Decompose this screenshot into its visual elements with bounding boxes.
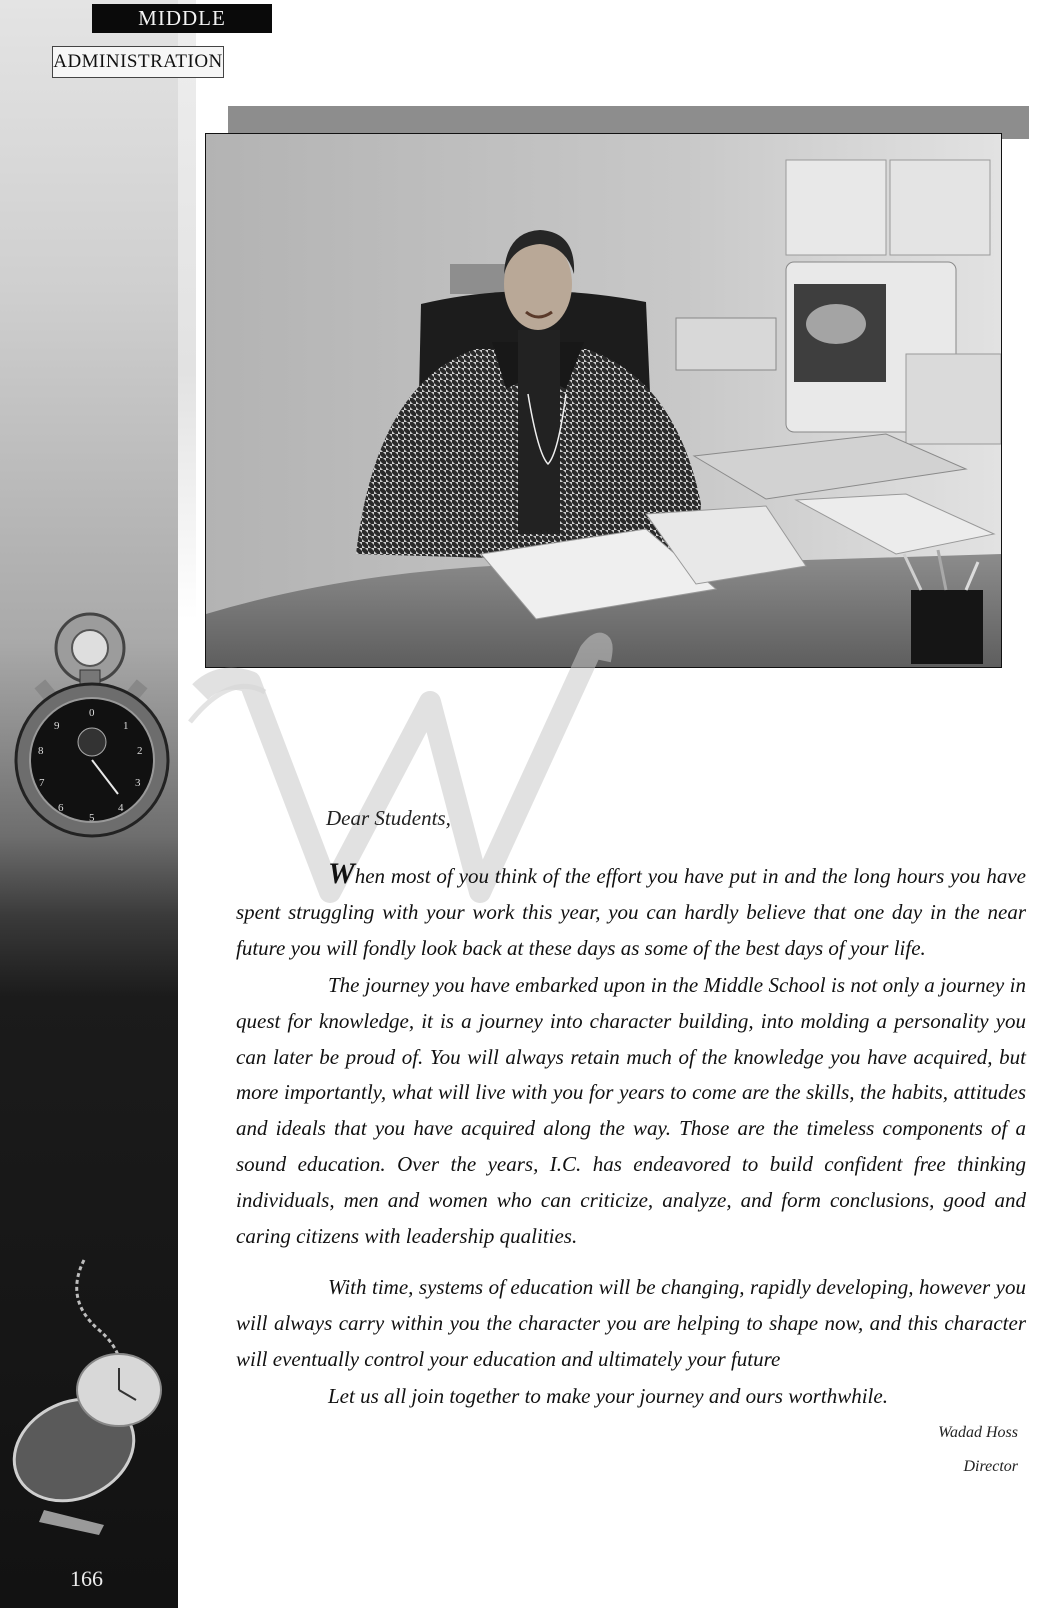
letter-paragraph-1 (236, 856, 1026, 966)
stopwatch-numeral-6: 6 (58, 802, 64, 814)
stopwatch-numeral-8: 8 (38, 745, 44, 757)
pocket-watch-icon (4, 1240, 172, 1540)
stopwatch-numeral-9: 9 (54, 720, 60, 732)
page-number: 166 (70, 1566, 103, 1591)
office-photo-illustration (206, 134, 1001, 667)
stopwatch-numeral-5: 5 (89, 812, 95, 824)
letter-paragraph-2: The journey you have embarked upon in the Middle School is not only a journey in quest for knowledge, it is a journey into character building, into molding a personality you can later be proud of. You will always retain much of the knowledge you have acquired, but more importantly, what will live with you for years to come are the skills, the habits, attitudes and ideals that you have acquired along the way. Those are the timeless components of a sound education. Over the years, I.C. has endeavored to build confident free thinking individuals, men and women who can criticize, analyze, and form conclusions, good and caring citizens with leadership qualities. (236, 973, 1026, 1248)
director-photo (205, 133, 1002, 668)
subsection-tag: ADMINISTRATION (52, 46, 224, 78)
stopwatch-numeral-2: 2 (137, 745, 143, 757)
stopwatch-icon (12, 612, 174, 852)
stopwatch-numeral-7: 7 (39, 777, 45, 789)
salutation: Dear Students, (326, 806, 451, 830)
letter-paragraph-3: With time, systems of education will be changing, rapidly developing, however you will always carry within you the character you are helping to shape now, and this character will eventually control your education and ultimately your future (236, 1275, 1026, 1371)
stopwatch-numeral-0: 0 (89, 707, 95, 719)
stopwatch-numeral-3: 3 (135, 777, 141, 789)
paragraph-1-text: hen most of you think of the effort you have put in and the long hours you have spent struggling with your work this year, you can hardly believe that one day in the near future you will fondly look back at these days as some of the best days of your life. (236, 864, 1026, 960)
stopwatch-numeral-1: 1 (123, 720, 129, 732)
signature-name: Wadad Hoss (938, 1424, 1018, 1441)
letter-paragraph-4: Let us all join together to make your journey and ours worthwhile. (328, 1384, 888, 1408)
stopwatch-numeral-4: 4 (118, 802, 124, 814)
section-tag: MIDDLE (92, 4, 272, 33)
left-strip-extension (178, 0, 196, 620)
drop-cap: W (328, 857, 355, 890)
signature-title: Director (963, 1458, 1018, 1475)
